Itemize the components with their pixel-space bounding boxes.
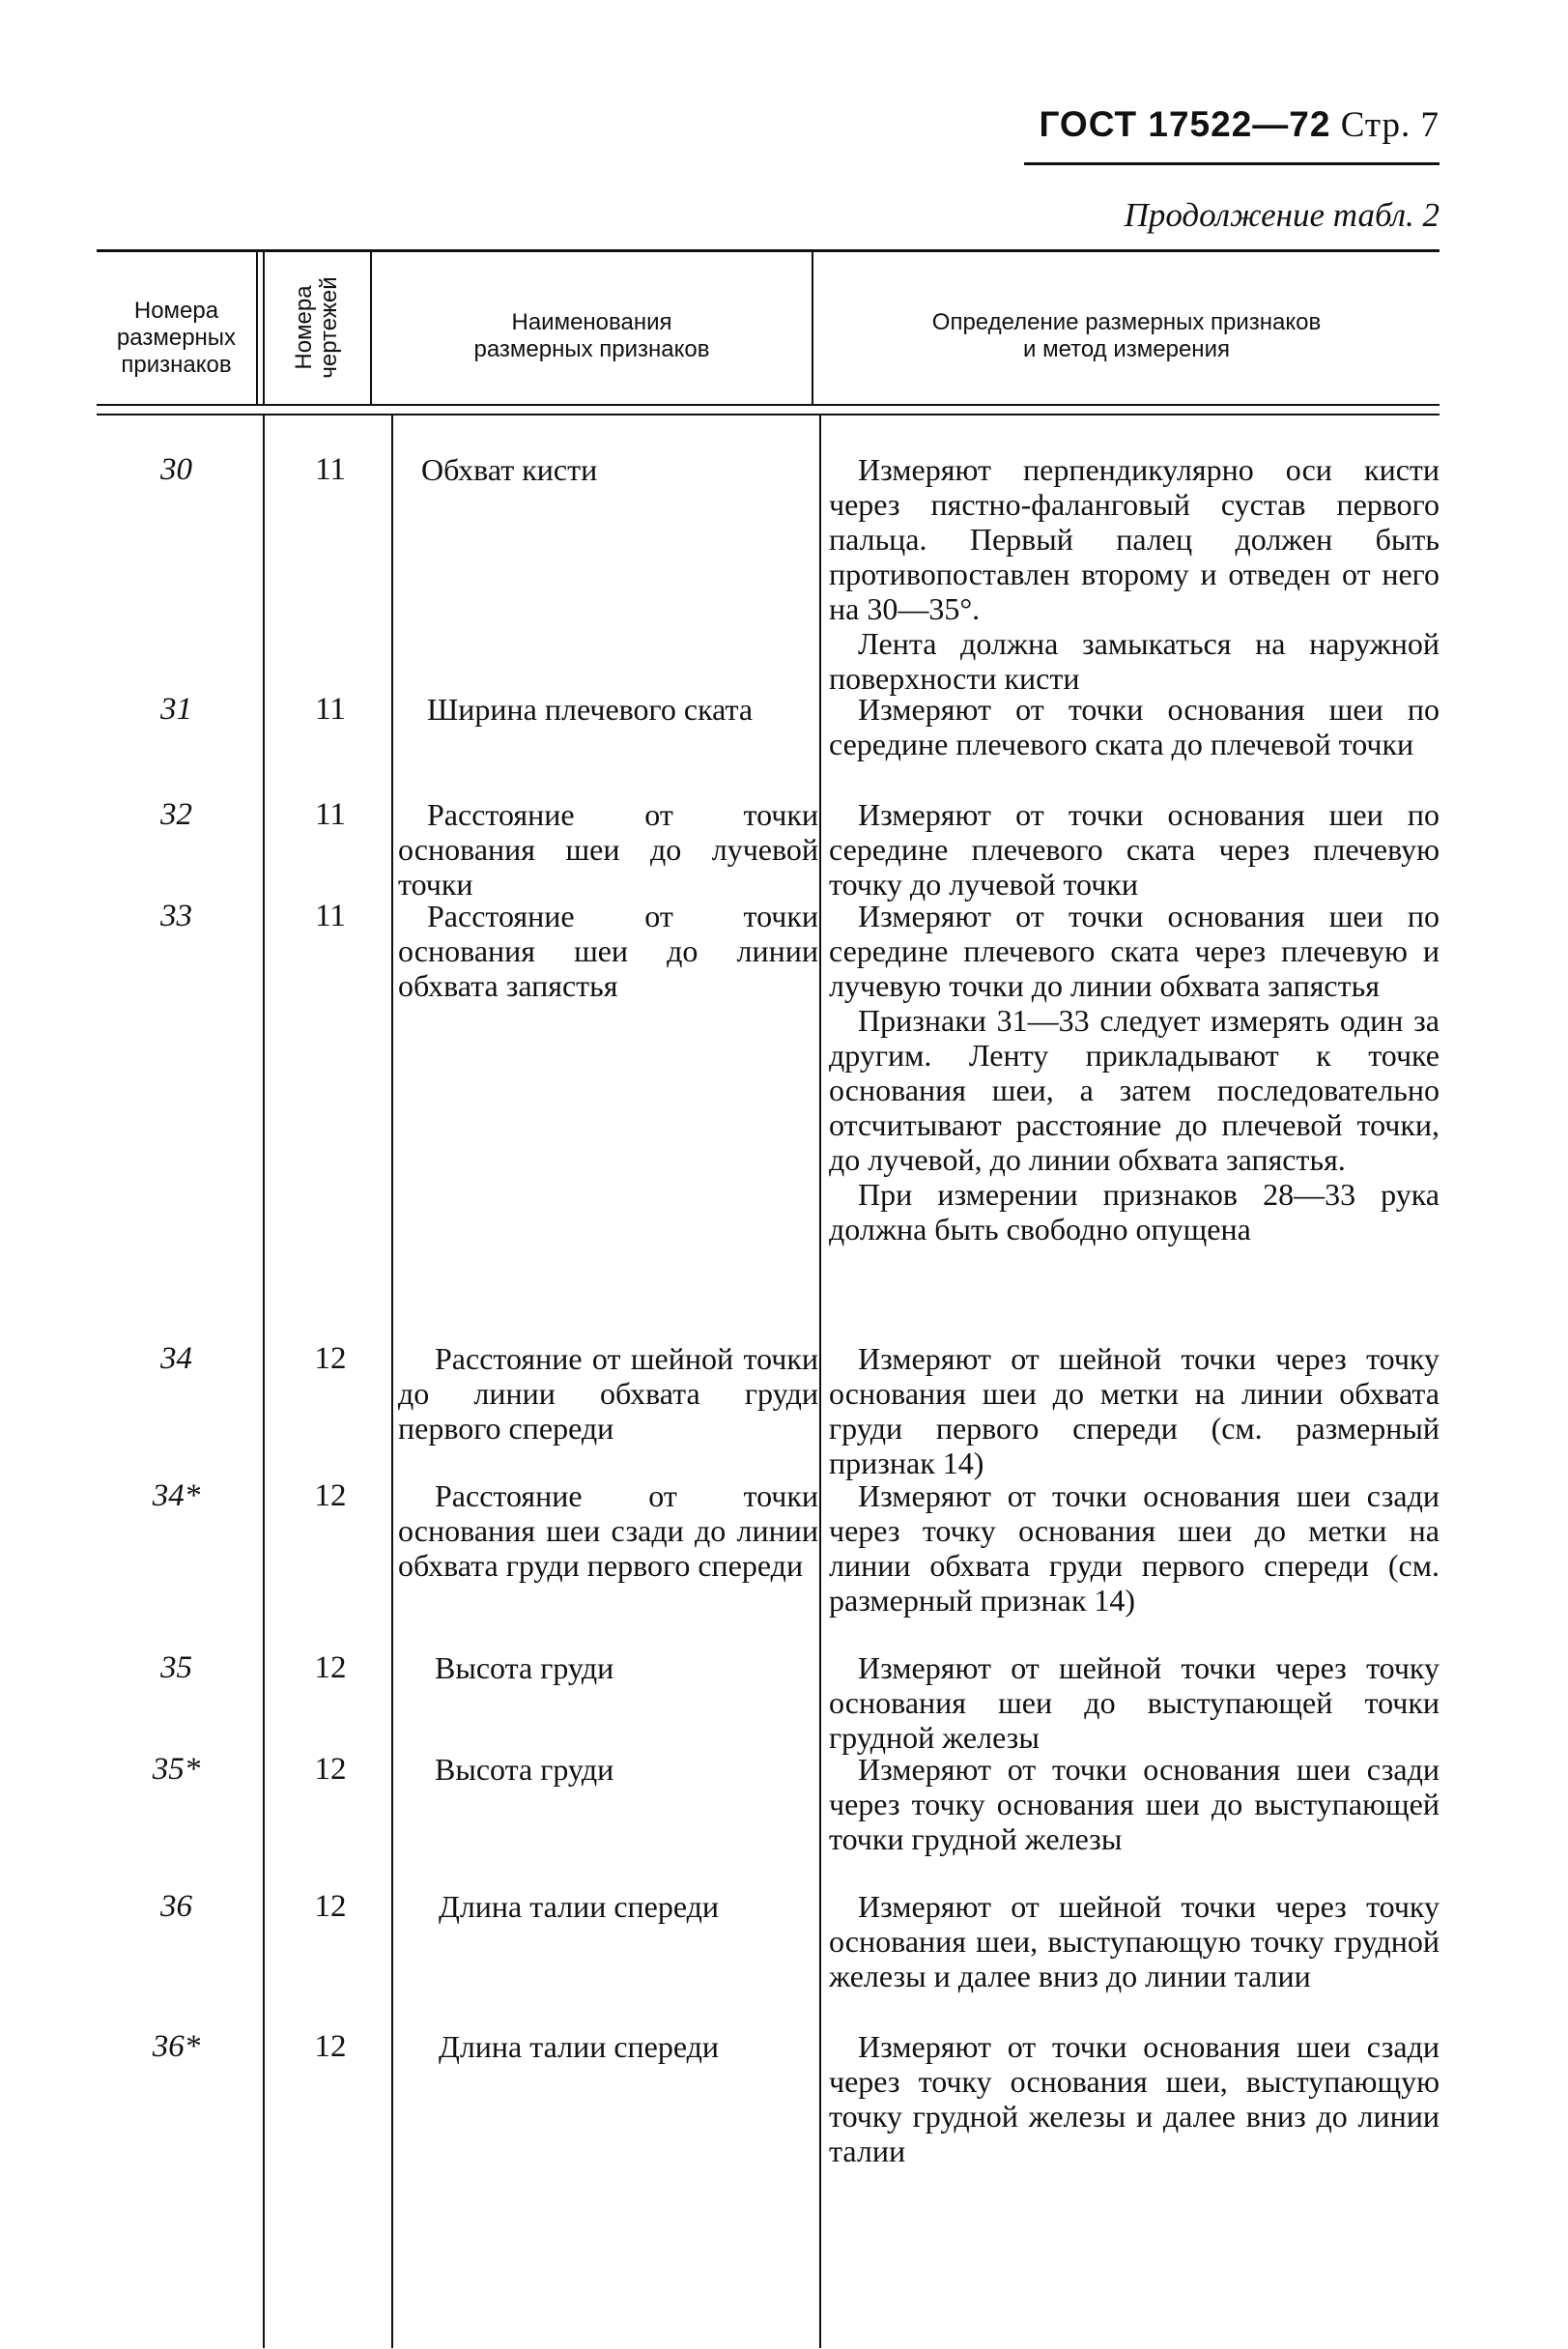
row-drawing: 11 bbox=[315, 797, 346, 832]
row-definition bbox=[829, 1478, 1440, 1618]
col-divider bbox=[263, 252, 265, 404]
header-rule bbox=[1024, 162, 1440, 165]
header-num-line: признаков bbox=[121, 352, 232, 378]
row-drawing: 11 bbox=[315, 899, 346, 933]
row-drawing: 11 bbox=[315, 692, 346, 727]
definition-paragraph: Измеряют от шейной точки через точку основания шеи до метки на линии обхвата груди первого спереди (см. размерный признак 14) bbox=[829, 1341, 1440, 1480]
row-drawing: 11 bbox=[315, 452, 346, 487]
definition-paragraph: Признаки 31—33 следует измерять один за другим. Ленту прикладывают к точке основания шеи, а затем последовательно отсчитывают расстояние до плечевой точки, до лучевой, до линии обхвата запястья. bbox=[829, 1003, 1440, 1177]
header-num-line: Номера bbox=[133, 298, 219, 324]
row-definition bbox=[829, 1889, 1440, 1993]
row-drawing: 12 bbox=[314, 1889, 347, 1924]
definition-paragraph: Лента должна замыкаться на наружной поверхности кисти bbox=[829, 626, 1440, 696]
row-drawing: 12 bbox=[314, 2029, 347, 2064]
definition-paragraph: Измеряют от точки основания шеи по середине плечевого ската до плечевой точки bbox=[829, 692, 1440, 761]
row-number: 30 bbox=[160, 452, 192, 487]
definition-paragraph: Измеряют от точки основания шеи по середине плечевого ската через плечевую точку до лучевой точки bbox=[829, 797, 1440, 902]
header-definition-line: и метод измерения bbox=[1023, 336, 1230, 362]
row-name: Расстояние от точки основания шеи до лучевой точки bbox=[398, 797, 818, 902]
definition-paragraph: При измерении признаков 28—33 рука должна быть свободно опущена bbox=[829, 1177, 1440, 1246]
definition-paragraph: Измеряют от точки основания шеи по середине плечевого ската через плечевую и лучевую точки до линии обхвата запястья bbox=[829, 899, 1440, 1003]
header-num bbox=[97, 298, 256, 379]
row-name: Расстояние от точки основания шеи до линии обхвата запястья bbox=[398, 899, 818, 1003]
row-drawing: 12 bbox=[314, 1478, 347, 1513]
row-number: 36* bbox=[152, 2029, 201, 2064]
header-definition bbox=[813, 309, 1440, 363]
row-definition bbox=[829, 899, 1440, 1246]
header-name-line: размерных признаков bbox=[473, 336, 710, 362]
row-number: 36 bbox=[160, 1889, 192, 1924]
header-drawing-line: Номера bbox=[291, 285, 317, 370]
row-definition bbox=[829, 2029, 1440, 2168]
col-divider bbox=[819, 415, 821, 2348]
definition-paragraph: Измеряют от шейной точки через точку основания шеи до выступающей точки грудной железы bbox=[829, 1650, 1440, 1755]
row-number: 34* bbox=[152, 1478, 201, 1513]
page-header bbox=[1039, 104, 1440, 146]
row-definition bbox=[829, 692, 1440, 761]
row-name: Расстояние от шейной точки до линии обхвата груди первого спереди bbox=[398, 1341, 818, 1446]
header-bottom-rule-2 bbox=[97, 414, 1440, 415]
row-name: Длина талии спереди bbox=[439, 1889, 720, 1924]
row-number: 31 bbox=[160, 692, 192, 727]
row-definition bbox=[829, 797, 1440, 902]
row-drawing: 12 bbox=[314, 1752, 347, 1787]
row-definition bbox=[829, 1752, 1440, 1856]
row-number: 32 bbox=[160, 797, 192, 832]
row-definition bbox=[829, 1341, 1440, 1480]
row-number: 34 bbox=[160, 1341, 192, 1376]
measurement-table bbox=[97, 249, 1440, 2182]
definition-paragraph: Измеряют от точки основания шеи сзади через точку основания шеи до метки на линии обхвата груди первого спереди (см. размерный признак 14) bbox=[829, 1478, 1440, 1618]
row-name: Высота груди bbox=[435, 1650, 614, 1685]
row-name: Обхват кисти bbox=[421, 452, 598, 487]
row-name: Расстояние от точки основания шеи сзади до линии обхвата груди первого спереди bbox=[398, 1478, 818, 1583]
definition-paragraph: Измеряют от точки основания шеи сзади через точку основания шеи до выступающей точки грудной железы bbox=[829, 1752, 1440, 1856]
definition-paragraph: Измеряют перпендикулярно оси кисти через пястно-фаланговый сустав первого пальца. Первый палец должен быть противопоставлен второму и отведен от него на 30—35°. bbox=[829, 452, 1440, 626]
header-drawing bbox=[292, 250, 342, 405]
row-name: Ширина плечевого ската bbox=[427, 692, 754, 727]
header-definition-line: Определение размерных признаков bbox=[931, 309, 1322, 335]
row-number: 33 bbox=[160, 899, 192, 933]
table-continuation-caption: Продолжение табл. 2 bbox=[1124, 196, 1440, 234]
row-definition bbox=[829, 452, 1440, 696]
row-number: 35 bbox=[160, 1650, 192, 1685]
row-drawing: 12 bbox=[314, 1341, 347, 1376]
row-name: Высота груди bbox=[435, 1752, 614, 1787]
definition-paragraph: Измеряют от точки основания шеи сзади через точку основания шеи, выступающую точку грудной железы и далее вниз до линии талии bbox=[829, 2029, 1440, 2168]
definition-paragraph: Измеряют от шейной точки через точку основания шеи, выступающую точку грудной железы и далее вниз до линии талии bbox=[829, 1889, 1440, 1993]
row-definition bbox=[829, 1650, 1440, 1755]
row-number: 35* bbox=[152, 1752, 201, 1787]
header-drawing-line: чертежей bbox=[316, 276, 342, 379]
col-divider bbox=[256, 252, 258, 404]
page-number: Стр. 7 bbox=[1340, 105, 1440, 145]
header-name bbox=[372, 309, 812, 363]
standard-number: ГОСТ 17522—72 bbox=[1039, 104, 1331, 144]
header-name-line: Наименования bbox=[511, 309, 672, 335]
row-drawing: 12 bbox=[314, 1650, 347, 1685]
header-num-line: размерных bbox=[116, 325, 237, 351]
row-name: Длина талии спереди bbox=[439, 2029, 720, 2064]
